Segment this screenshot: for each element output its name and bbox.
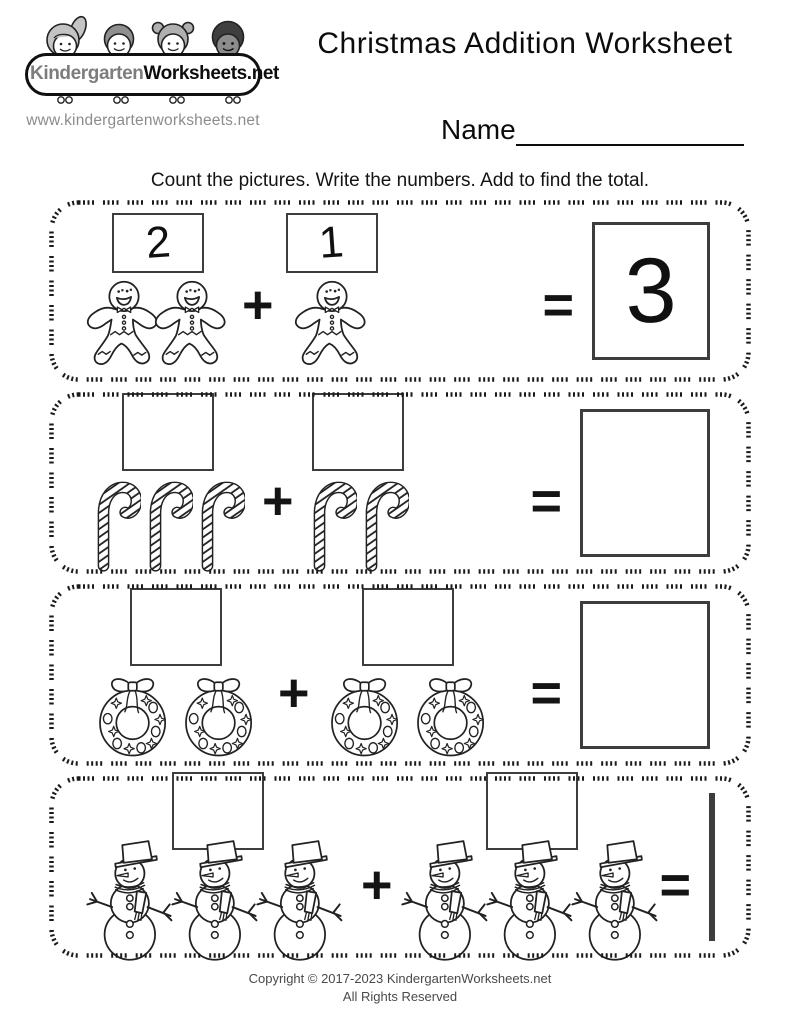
site-logo [24,12,279,130]
addend-box-right[interactable] [362,588,454,666]
wreath-icon [406,671,496,762]
addend-group-left [90,588,262,762]
problem-row [48,583,752,767]
name-row [441,110,744,146]
logo-brand-gray: Kindergarten [30,63,144,84]
total-box[interactable] [580,601,710,749]
addend-group-right [306,393,410,573]
rights-line: All Rights Reserved [342,989,458,1005]
total-box[interactable] [592,222,710,360]
copyright-line: Copyright © 2017-2023 KindergartenWorksheets.net [248,971,552,986]
total-box[interactable] [580,409,710,557]
instruction-text: Count the pictures. Write the numbers. Add to find the total. [150,170,650,191]
equals-operator: = [530,663,562,723]
addend-box-left[interactable] [130,588,222,666]
addend-value-right: 1 [317,217,346,268]
problem-row [48,199,752,383]
logo-brand-black: Worksheets.net [143,63,279,84]
candy-cane-icon [307,476,357,573]
addend-box-left[interactable] [122,393,214,471]
name-write-line[interactable] [516,110,744,146]
equals-operator: = [659,855,692,915]
problem-row [48,391,752,575]
logo-url: www.kindergartenworksheets.net [26,112,260,129]
addend-group-right [405,772,660,962]
addend-group-right [322,588,494,762]
problems [48,199,752,967]
left-pictures [90,279,226,369]
right-pictures [298,279,366,369]
page-title: Christmas Addition Worksheet [317,27,733,60]
logo-hand-squiggles-icon [27,94,259,108]
left-pictures [90,671,262,762]
left-pictures [90,476,246,573]
problem-row [48,775,752,959]
candy-cane-icon [143,476,193,573]
wreath-icon [88,671,178,762]
snowman-icon [568,838,667,962]
candy-cane-icon [91,476,141,573]
equals-operator: = [530,471,562,531]
name-label: Name [441,114,516,145]
wreath-icon [320,671,410,762]
addend-box-right[interactable] [286,213,378,273]
candy-cane-icon [359,476,409,573]
snowman-icon [253,838,352,962]
right-pictures [405,838,660,962]
gingerbread-man-icon [152,279,232,369]
candy-cane-icon [195,476,245,573]
addend-group-left [90,772,345,962]
plus-operator: + [361,855,393,915]
gingerbread-man-icon [292,279,372,369]
right-pictures [306,476,410,573]
left-pictures [90,838,345,962]
total-value: 3 [623,238,679,343]
addend-group-left [90,393,246,573]
plus-operator: + [242,275,274,335]
addend-group-right [286,213,378,369]
addend-value-left: 2 [144,217,172,268]
addend-group-left [90,213,226,369]
equals-operator: = [542,275,574,335]
addend-box-right[interactable] [312,393,404,471]
addend-box-left[interactable] [112,213,204,273]
wreath-icon [174,671,264,762]
plus-operator: + [262,471,294,531]
footer [0,970,800,1006]
plus-operator: + [278,663,310,723]
right-pictures [322,671,494,762]
logo-banner [25,53,279,96]
total-box[interactable] [709,793,715,941]
